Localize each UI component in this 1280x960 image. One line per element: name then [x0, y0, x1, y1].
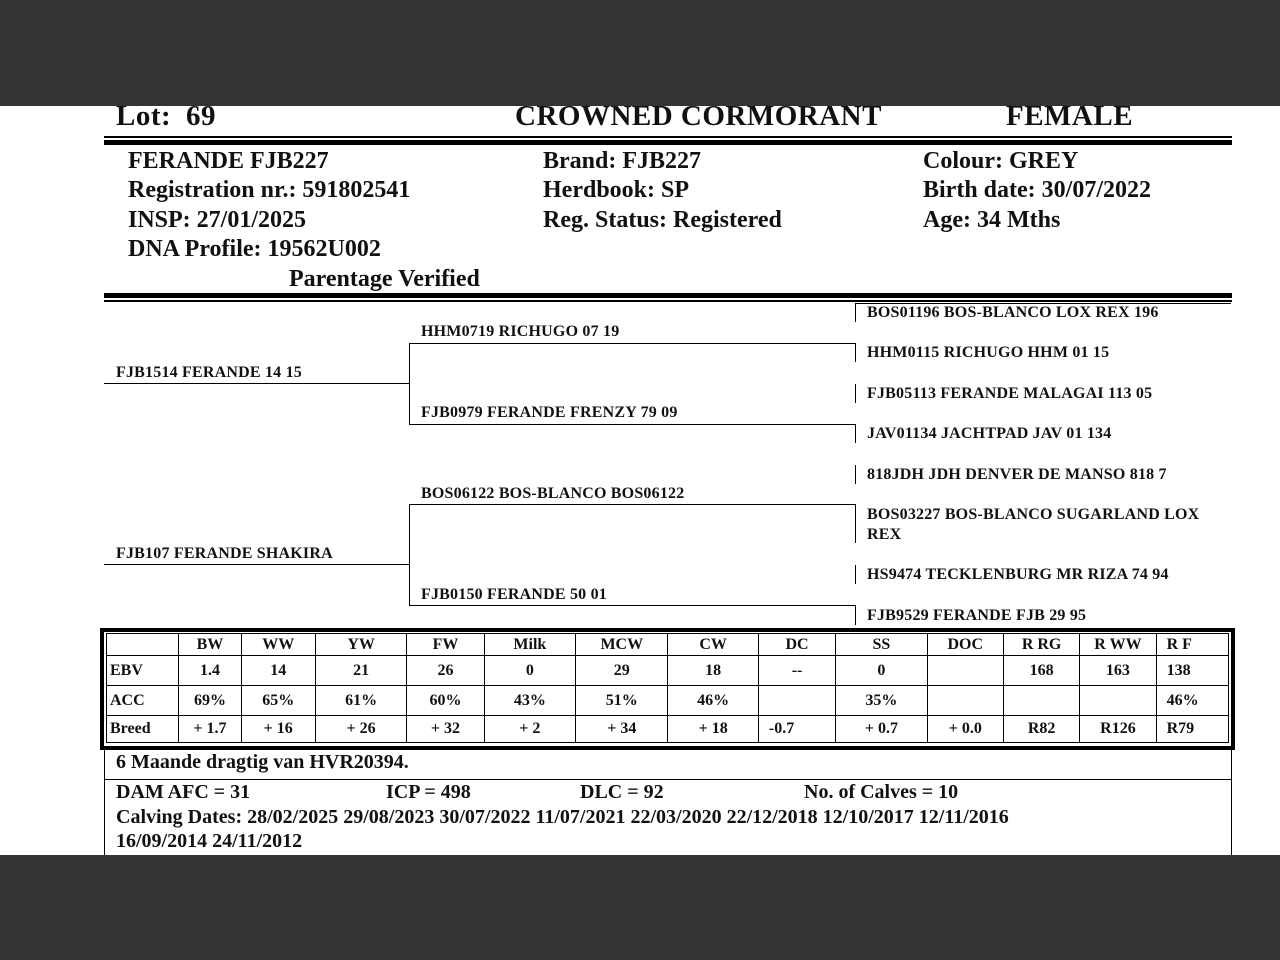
ebv-row-label: EBV	[107, 656, 179, 686]
breed-row-label: Breed	[107, 716, 179, 743]
dam-bracket	[409, 504, 410, 605]
pedigree-dam-sire: BOS06122 BOS-BLANCO BOS06122	[421, 485, 685, 502]
lot-number: 69	[186, 106, 216, 132]
ebv-header-cell: DC	[758, 634, 835, 656]
pedigree-ggp-7: HS9474 TECKLENBURG MR RIZA 74 94	[867, 566, 1169, 583]
dlc: DLC = 92	[580, 781, 664, 803]
pedigree-ggp-8: FJB9529 FERANDE FJB 29 95	[867, 607, 1087, 624]
ebv-cell: 18	[668, 656, 758, 686]
breed-cell: R79	[1156, 716, 1228, 743]
breed-cell: + 34	[576, 716, 668, 743]
ebv-table	[106, 633, 1229, 743]
registration-number: Registration nr.: 591802541	[128, 177, 411, 203]
ggp-tick-7	[855, 565, 856, 584]
pedigree-ggp-6: BOS03227 BOS-BLANCO SUGARLAND LOX	[867, 506, 1200, 523]
ebv-cell: --	[758, 656, 835, 686]
ebv-cell: 138	[1156, 656, 1228, 686]
catalogue-page	[0, 106, 1280, 855]
insp-date: INSP: 27/01/2025	[128, 207, 307, 233]
sex-label: FEMALE	[1006, 106, 1134, 132]
animal-name: FERANDE FJB227	[128, 148, 329, 174]
breed-cell: + 1.7	[179, 716, 241, 743]
brand: Brand: FJB227	[543, 148, 702, 174]
ebv-header-cell: YW	[315, 634, 406, 656]
breed-cell: -0.7	[758, 716, 835, 743]
acc-cell: 43%	[484, 686, 575, 716]
sire-bracket	[409, 343, 410, 425]
pedigree-ggp-6-cont: REX	[867, 526, 902, 543]
ebv-header-cell	[107, 634, 179, 656]
ebv-header-row	[107, 634, 1229, 656]
ggp-tick-8	[855, 605, 856, 625]
ebv-header-cell: FW	[407, 634, 484, 656]
ebv-header-cell: DOC	[927, 634, 1003, 656]
ebv-header-cell: WW	[241, 634, 315, 656]
pedigree-ggp-5: 818JDH JDH DENVER DE MANSO 818 7	[867, 466, 1167, 483]
breed-cell: + 16	[241, 716, 315, 743]
ebv-header-cell: R F	[1156, 634, 1228, 656]
acc-cell: 61%	[315, 686, 406, 716]
header-rule-thick	[104, 140, 1232, 145]
dna-profile: DNA Profile: 19562U002	[128, 236, 381, 262]
breed-cell: + 18	[668, 716, 758, 743]
acc-cell	[1080, 686, 1156, 716]
acc-row-label: ACC	[107, 686, 179, 716]
icp: ICP = 498	[386, 781, 471, 803]
dam-line	[104, 564, 410, 565]
notes-left-border	[104, 750, 105, 855]
ebv-header-cell: R WW	[1080, 634, 1156, 656]
acc-cell: 46%	[1156, 686, 1228, 716]
ebv-cell: 21	[315, 656, 406, 686]
ggp-tick-4	[855, 425, 856, 443]
dam-afc: DAM AFC = 31	[116, 781, 251, 803]
ebv-header-cell: SS	[836, 634, 927, 656]
acc-row	[107, 686, 1229, 716]
pedigree-ggp-3: FJB05113 FERANDE MALAGAI 113 05	[867, 385, 1153, 402]
dam-sire-line	[409, 504, 856, 505]
colour: Colour: GREY	[923, 148, 1079, 174]
ggp-tick-5	[855, 465, 856, 484]
breed-cell: + 0.7	[836, 716, 927, 743]
herdbook: Herdbook: SP	[543, 177, 690, 203]
details-rule-thin	[104, 300, 1232, 302]
ggp-tick-1	[855, 303, 856, 322]
notes-right-border	[1231, 750, 1232, 855]
acc-cell: 65%	[241, 686, 315, 716]
header-rule-thin	[104, 136, 1232, 138]
pedigree-sire: FJB1514 FERANDE 14 15	[116, 364, 302, 381]
pedigree-ggp-4: JAV01134 JACHTPAD JAV 01 134	[867, 425, 1112, 442]
ebv-cell: 26	[407, 656, 484, 686]
ebv-header-cell: R RG	[1003, 634, 1079, 656]
birth-date: Birth date: 30/07/2022	[923, 177, 1151, 203]
pedigree-sire-sire: HHM0719 RICHUGO 07 19	[421, 323, 620, 340]
acc-cell: 69%	[179, 686, 241, 716]
ggp-tick-6	[855, 505, 856, 543]
breed-cell: + 0.0	[927, 716, 1003, 743]
calving-dates: Calving Dates: 28/02/2025 29/08/2023 30/07/2022 11/07/2021 22/03/2020 22/12/2018 12/10/2017 12/11/2016	[116, 806, 1009, 828]
ebv-cell: 0	[836, 656, 927, 686]
ebv-header-cell: CW	[668, 634, 758, 656]
sire-sire-line	[409, 343, 856, 344]
details-rule-thick	[104, 293, 1232, 298]
number-of-calves: No. of Calves = 10	[804, 781, 959, 803]
ebv-header-cell: Milk	[484, 634, 575, 656]
breed-cell: R82	[1003, 716, 1079, 743]
ebv-header-cell: BW	[179, 634, 241, 656]
sire-line	[104, 383, 410, 384]
calving-dates-continued: 16/09/2014 24/11/2012	[116, 830, 303, 852]
pregnancy-note: 6 Maande dragtig van HVR20394.	[116, 751, 409, 773]
parentage-status: Parentage Verified	[289, 266, 480, 292]
breed-cell: + 26	[315, 716, 406, 743]
dam-dam-line	[409, 605, 856, 606]
lot-label: Lot:	[116, 106, 172, 132]
age: Age: 34 Mths	[923, 207, 1061, 233]
notes-divider	[104, 779, 1232, 780]
reg-status: Reg. Status: Registered	[543, 207, 782, 233]
acc-cell: 60%	[407, 686, 484, 716]
pedigree-dam-dam: FJB0150 FERANDE 50 01	[421, 586, 607, 603]
pedigree-dam: FJB107 FERANDE SHAKIRA	[116, 545, 333, 562]
sire-dam-line	[409, 424, 856, 425]
acc-cell	[927, 686, 1003, 716]
ebv-cell: 163	[1080, 656, 1156, 686]
breed-cell: + 2	[484, 716, 575, 743]
pedigree-sire-dam: FJB0979 FERANDE FRENZY 79 09	[421, 404, 678, 421]
ebv-cell: 29	[576, 656, 668, 686]
ebv-cell: 0	[484, 656, 575, 686]
ebv-cell: 14	[241, 656, 315, 686]
acc-cell: 51%	[576, 686, 668, 716]
ebv-cell: 168	[1003, 656, 1079, 686]
acc-cell: 46%	[668, 686, 758, 716]
ebv-header-cell: MCW	[576, 634, 668, 656]
pedigree-ggp-2: HHM0115 RICHUGO HHM 01 15	[867, 344, 1110, 361]
breed-cell: R126	[1080, 716, 1156, 743]
ggp-tick-3	[855, 384, 856, 403]
ebv-cell: 1.4	[179, 656, 241, 686]
breed-cell: + 32	[407, 716, 484, 743]
ebv-cell	[927, 656, 1003, 686]
acc-cell	[1003, 686, 1079, 716]
farm-name: CROWNED CORMORANT	[515, 106, 882, 132]
breed-row	[107, 716, 1229, 743]
ggp-tick-2	[855, 344, 856, 362]
acc-cell: 35%	[836, 686, 927, 716]
pedigree-ggp-1: BOS01196 BOS-BLANCO LOX REX 196	[867, 304, 1159, 321]
acc-cell	[758, 686, 835, 716]
ebv-row	[107, 656, 1229, 686]
